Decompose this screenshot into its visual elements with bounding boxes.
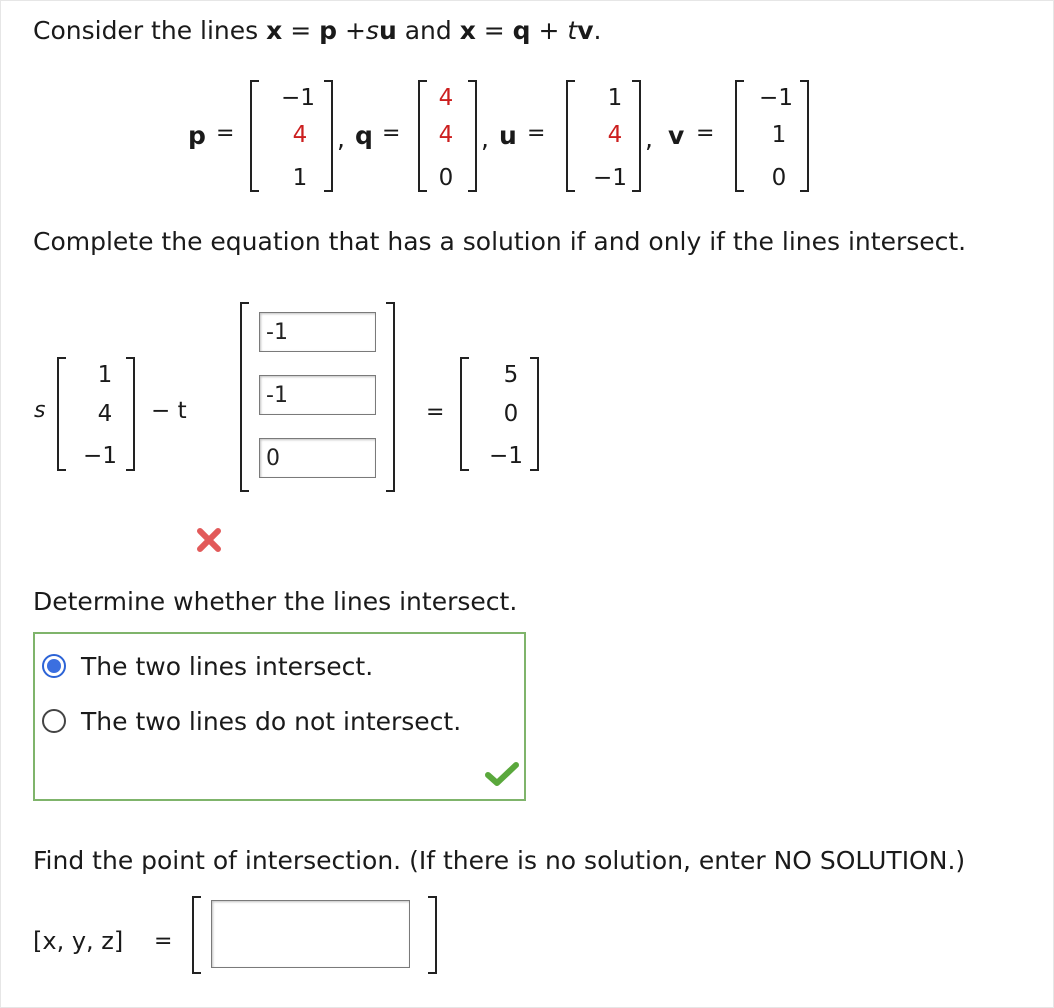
lhs-entry-2: 4 [97, 401, 113, 427]
option-intersect-label[interactable]: The two lines intersect. [81, 652, 374, 681]
q-equals: = [382, 121, 401, 146]
v-bracket-left [735, 80, 744, 192]
point-bracket-right [428, 896, 437, 974]
rhs-entry-3: −1 [489, 443, 523, 469]
v-entry-3: 0 [771, 165, 787, 191]
v-entry-1: −1 [759, 85, 793, 111]
p-label: p [188, 121, 206, 150]
u-bracket-left [566, 80, 575, 192]
u-entry-1: 1 [607, 85, 623, 111]
q2-prompt: Determine whether the lines intersect. [33, 587, 518, 616]
incorrect-x-icon [196, 528, 222, 552]
v-equals: = [696, 121, 715, 146]
lhs-bracket-right [126, 357, 135, 471]
radio-intersect[interactable] [42, 654, 66, 678]
input-bracket-left [240, 302, 249, 492]
q-entry-2: 4 [438, 122, 454, 148]
input-bracket-right [386, 302, 395, 492]
xyz-equals: = [154, 929, 173, 954]
p-bracket-left [250, 80, 259, 192]
comma-1: , [337, 124, 345, 153]
u-entry-3: −1 [593, 165, 627, 191]
p-entry-3: 1 [292, 165, 308, 191]
v-bracket-right [800, 80, 809, 192]
point-bracket-left [192, 896, 201, 974]
s-coefficient: s [34, 398, 46, 423]
u-entry-2: 4 [607, 122, 623, 148]
lhs-entry-3: −1 [83, 443, 117, 469]
q1-prompt: Complete the equation that has a solution if and only if the lines intersect. [33, 227, 967, 256]
v-component-input-3[interactable] [259, 438, 376, 478]
comma-3: , [645, 124, 653, 153]
q-label: q [355, 121, 373, 150]
v-entry-2: 1 [771, 122, 787, 148]
v-component-input-1[interactable] [259, 312, 376, 352]
equation-equals: = [426, 400, 445, 425]
v-component-input-2[interactable] [259, 375, 376, 415]
radio-do-not-intersect[interactable] [42, 709, 66, 733]
correct-check-icon [484, 760, 520, 788]
minus-t: − t [151, 398, 187, 424]
rhs-bracket-right [530, 357, 539, 471]
xyz-label: [x, y, z] [33, 927, 124, 955]
rhs-entry-2: 0 [503, 401, 519, 427]
q-bracket-right [468, 80, 477, 192]
p-entry-2: 4 [292, 122, 308, 148]
u-label: u [499, 121, 517, 150]
rhs-bracket-left [460, 357, 469, 471]
q-entry-1: 4 [438, 85, 454, 111]
p-bracket-right [324, 80, 333, 192]
comma-2: , [481, 124, 489, 153]
option-do-not-intersect-label[interactable]: The two lines do not intersect. [81, 707, 462, 736]
p-entry-1: −1 [281, 85, 315, 111]
rhs-entry-1: 5 [503, 362, 519, 388]
intersection-point-input[interactable] [211, 900, 410, 968]
q3-prompt: Find the point of intersection. (If there is no solution, enter NO SOLUTION.) [33, 846, 966, 875]
q-entry-3: 0 [438, 165, 454, 191]
lhs-bracket-left [57, 357, 66, 471]
intro-text: Consider the lines x = p +su and x = q + tv. [33, 16, 602, 45]
lhs-entry-1: 1 [97, 362, 113, 388]
v-label: v [668, 121, 685, 150]
u-equals: = [527, 121, 546, 146]
p-equals: = [216, 121, 235, 146]
